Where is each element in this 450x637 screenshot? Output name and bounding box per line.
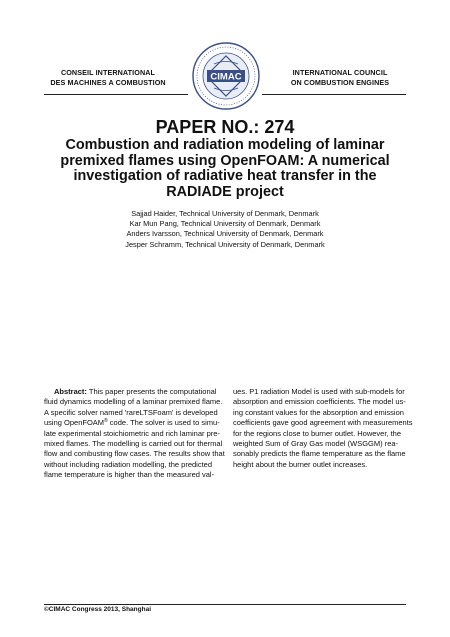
abstract-line: height about the burner outlet increases. xyxy=(233,459,368,469)
abstract-column-left xyxy=(44,387,225,481)
council-name-english-line2: ON COMBUSTION ENGINES xyxy=(290,78,390,87)
abstract-line: fluid dynamics modelling of a laminar premixed flame. xyxy=(44,397,223,407)
abstract-line: weighted Sum of Gray Gas model (WSGGM) rea- xyxy=(233,439,399,449)
abstract-first-text: This paper presents the computational xyxy=(86,387,217,396)
author-line: Sajjad Haider, Technical University of Denmark, Denmark xyxy=(131,209,319,218)
header-rule-left xyxy=(44,94,188,95)
abstract-line xyxy=(44,418,225,428)
abstract-column-right xyxy=(233,387,414,470)
abstract-line: ues. P1 radiation Model is used with sub-models for xyxy=(233,387,405,396)
paper-number: PAPER NO.: 274 xyxy=(155,117,295,137)
abstract-line: without including radiation modelling, the predicted xyxy=(44,459,213,469)
council-name-french-line2: DES MACHINES A COMBUSTION xyxy=(50,78,166,87)
abstract-line: A specific solver named 'rareLTSFoam' is developed xyxy=(44,407,218,417)
council-name-french xyxy=(44,68,172,88)
author-line: Jesper Schramm, Technical University of Denmark, Denmark xyxy=(125,239,325,249)
title-line: investigation of radiative heat transfer in the xyxy=(73,168,377,185)
paper-title xyxy=(45,138,405,200)
header-rule-right xyxy=(262,94,406,95)
logo-text: CIMAC xyxy=(210,71,242,83)
author-list xyxy=(60,209,390,250)
abstract-line: late experimental stoichiometric and rich laminar pre- xyxy=(44,428,220,438)
abstract-line: mixed flames. The modelling is carried out for thermal xyxy=(44,439,223,449)
abstract-line: absorption and emission coefficients. The model us- xyxy=(233,397,406,407)
abstract-line: sonably predicts the flame temperature as the flame xyxy=(233,449,406,459)
council-name-english-line1: INTERNATIONAL COUNCIL xyxy=(292,68,388,77)
author-line: Anders Ivarsson, Technical University of Denmark, Denmark xyxy=(126,229,324,239)
title-line: RADIADE project xyxy=(166,183,284,200)
council-name-english xyxy=(276,68,404,88)
abstract-line: ing constant values for the absorption and emission xyxy=(233,407,404,417)
registered-mark: ® xyxy=(104,418,108,425)
abstract-line: flow and combusting flow cases. The results show that xyxy=(44,449,225,459)
footer-text: ©CIMAC Congress 2013, Shanghai xyxy=(44,606,152,613)
footer-rule xyxy=(44,604,406,605)
abstract-line: flame temperature is higher than the measured val- xyxy=(44,470,215,480)
abstract-line: coefficients gave good agreement with measurements xyxy=(233,418,413,428)
author-line: Kar Mun Pang, Technical University of Denmark, Denmark xyxy=(129,219,321,229)
code-text: code. The solver is used to simu- xyxy=(107,418,220,428)
abstract-label: Abstract: xyxy=(54,387,87,396)
title-line: premixed flames using OpenFOAM: A numerical xyxy=(60,152,390,169)
council-name-french-line1: CONSEIL INTERNATIONAL xyxy=(60,68,156,77)
abstract-line: for the regions close to burner outlet. However, the xyxy=(233,428,402,438)
title-line: Combustion and radiation modeling of laminar xyxy=(65,137,385,153)
abstract-line xyxy=(44,387,225,397)
cimac-logo xyxy=(190,40,262,112)
openfoam-text: using OpenFOAM xyxy=(44,418,105,428)
